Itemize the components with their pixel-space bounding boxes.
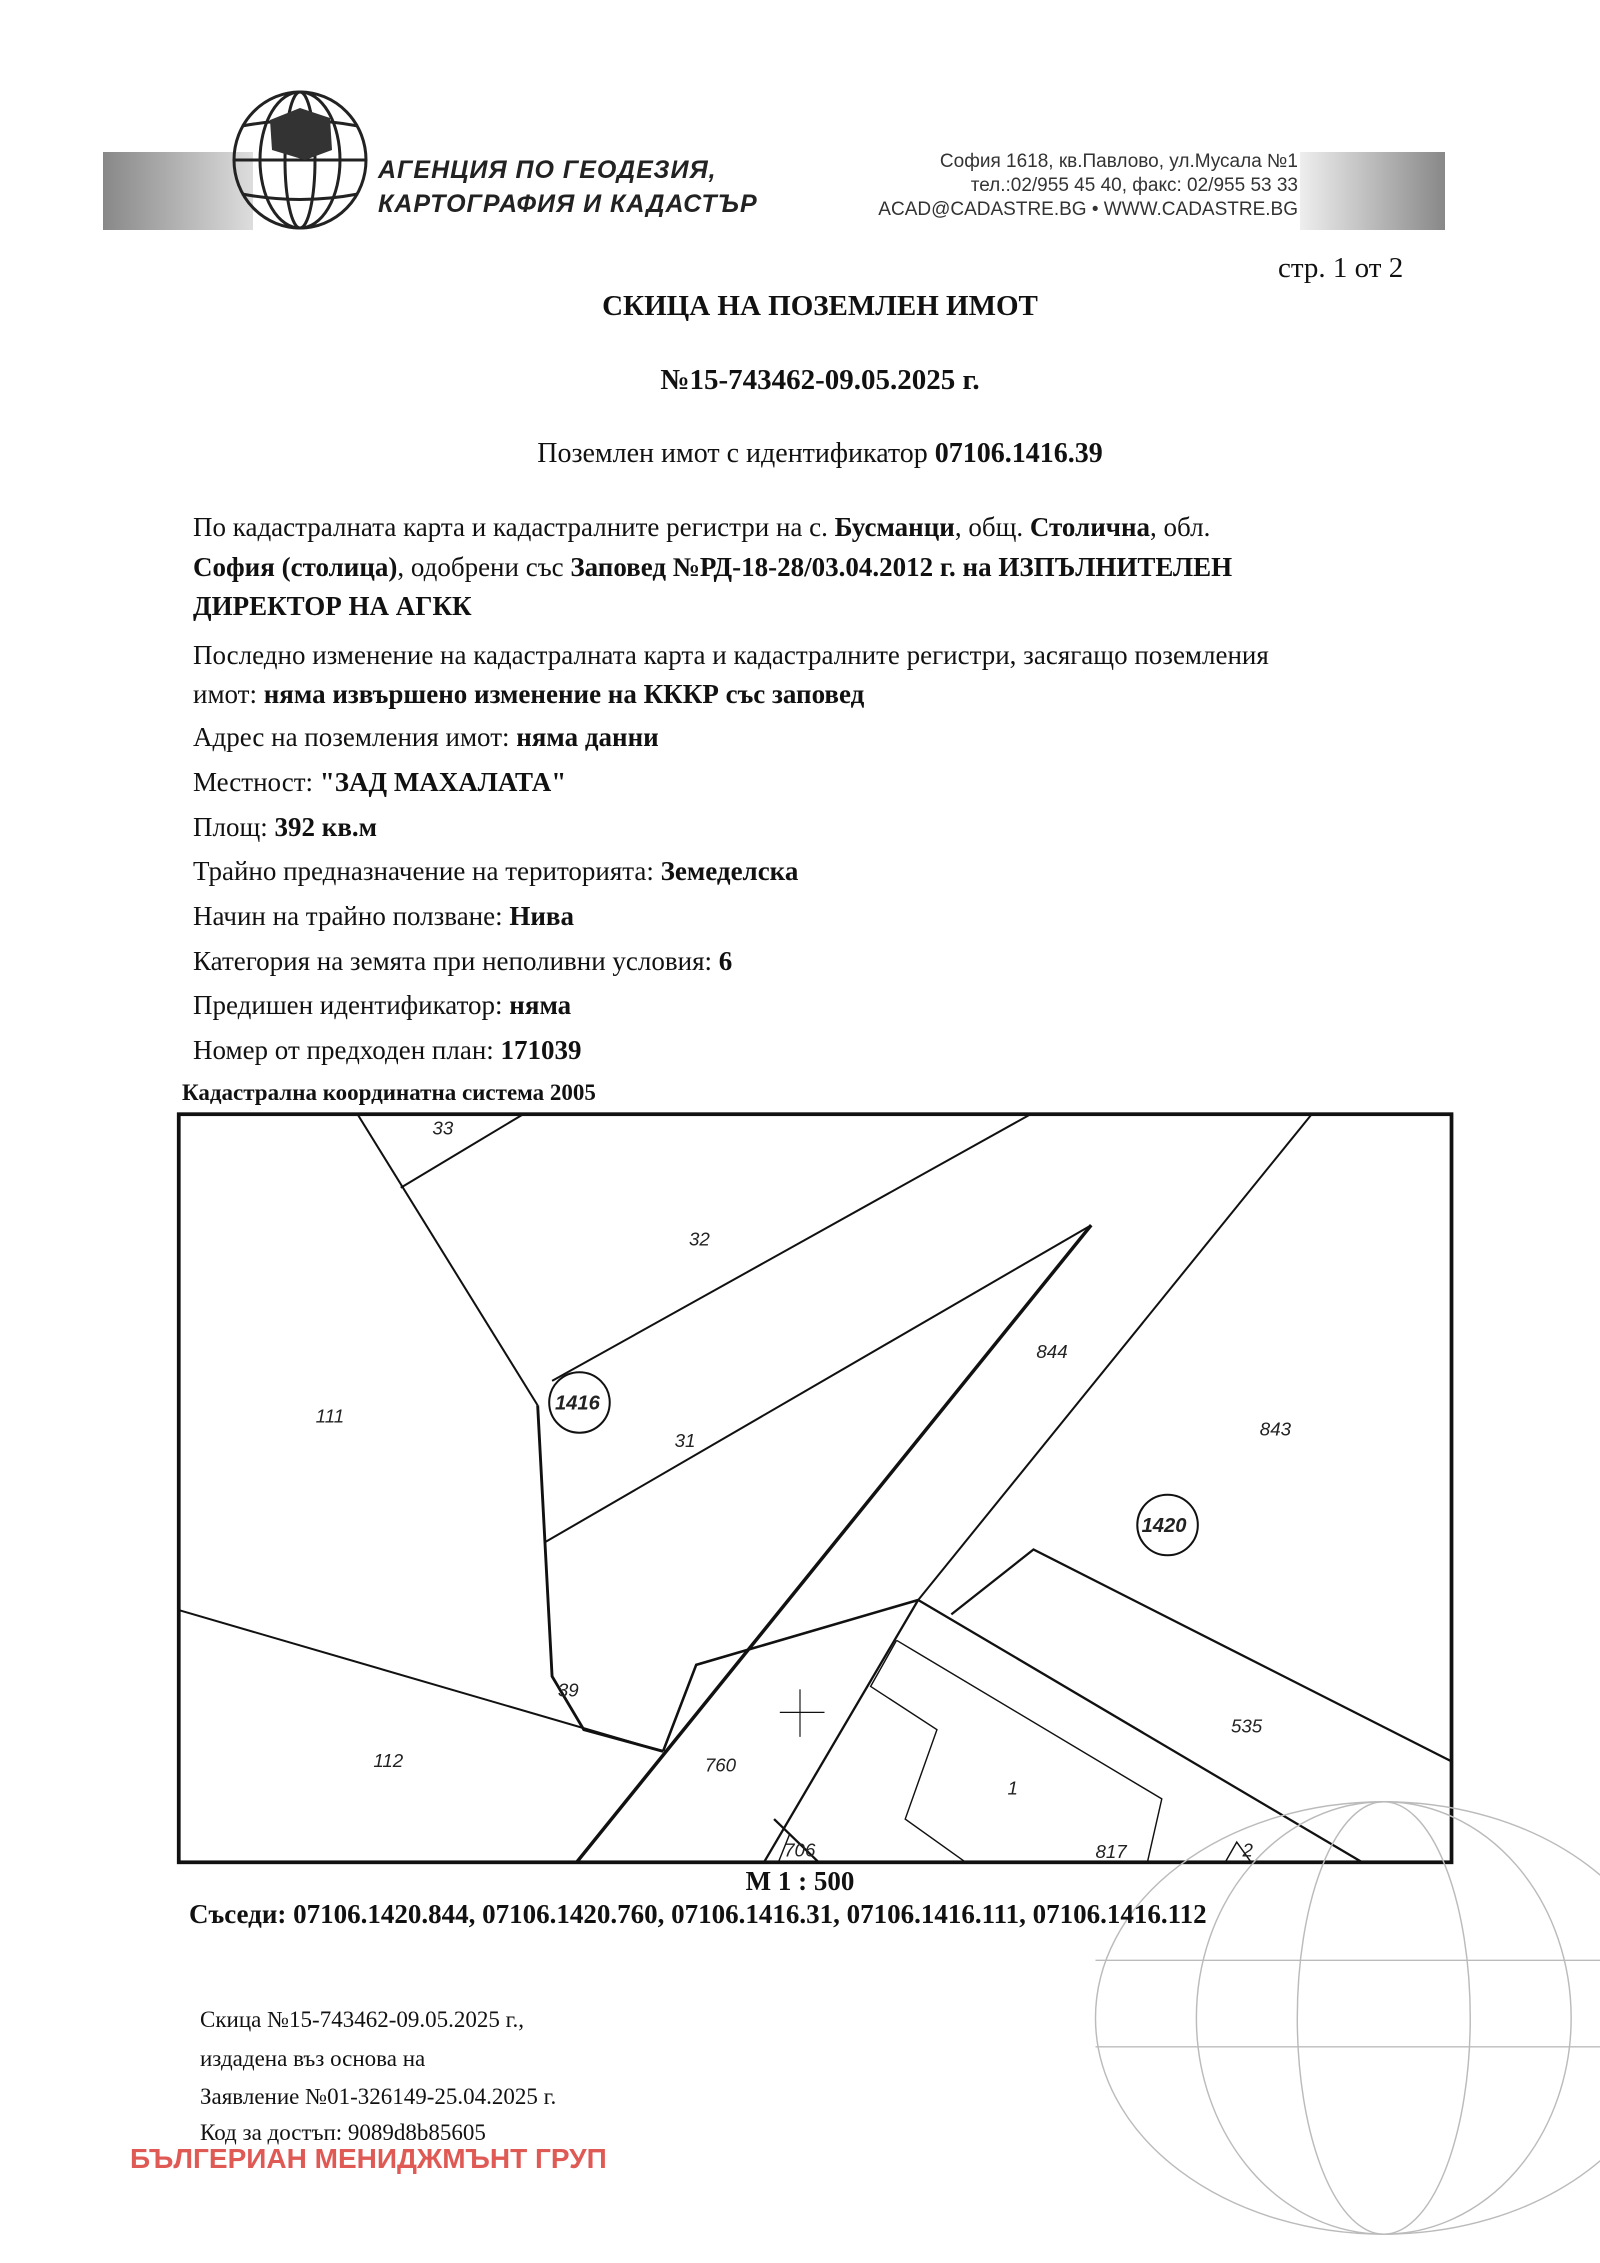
footer-line-2: издадена въз основа на (200, 2046, 426, 2071)
use-row: Начин на трайно ползване: Нива (193, 901, 575, 931)
document-number: №15-743462-09.05.2025 г. (660, 364, 980, 396)
quarter-label-1420: 1420 (1141, 1515, 1187, 1538)
category-row: Категория на земята при неполивни условия: 6 (193, 946, 733, 976)
footer-line-4: Код за достъп: 9089d8b85605 (200, 2120, 486, 2145)
body-line-2: София (столица), одобрени със Заповед №РД-18-28/03.04.2012 г. на ИЗПЪЛНИТЕЛЕН (193, 552, 1233, 582)
parcel-label-39: 39 (557, 1679, 579, 1701)
body-line-3: ДИРЕКТОР НА АГКК (193, 591, 472, 621)
agency-address: София 1618, кв.Павлово, ул.Мусала №1 (939, 151, 1298, 172)
area-row: Площ: 392 кв.м (193, 812, 378, 842)
neighbours-row: Съседи: 07106.1420.844, 07106.1420.760, 07106.1416.31, 07106.1416.111, 07106.1416.112 (189, 1899, 1207, 1929)
document-title: СКИЦА НА ПОЗЕМЛЕН ИМОТ (602, 290, 1038, 322)
map-scale: М 1 : 500 (745, 1866, 855, 1896)
body-line-4: Последно изменение на кадастралната карта и кадастралните регистри, засягащо поземления (193, 640, 1269, 670)
quarter-label-1416: 1416 (554, 1392, 600, 1415)
parcel-label-843: 843 (1259, 1418, 1292, 1440)
body-line-1: По кадастралната карта и кадастралните регистри на с. Бусманци, общ. Столична, обл. (193, 512, 1211, 542)
page-number: стр. 1 от 2 (1278, 252, 1404, 284)
identifier-value: 07106.1416.39 (934, 438, 1103, 469)
locality-row: Местност: "ЗАД МАХАЛАТА" (193, 767, 567, 797)
prev-id-row: Предишен идентификатор: няма (193, 990, 572, 1020)
company-watermark: БЪЛГЕРИАН МЕНИДЖМЪНТ ГРУП (130, 2143, 607, 2174)
parcel-label-33: 33 (432, 1117, 454, 1139)
parcel-boundaries (179, 1114, 1452, 1862)
parcel-label-760: 760 (704, 1754, 737, 1776)
parcel-label-817: 817 (1095, 1840, 1127, 1862)
parcel-label-2: 2 (1242, 1839, 1253, 1861)
parcel-label-32: 32 (689, 1228, 710, 1250)
parcel-label-706: 706 (784, 1839, 816, 1861)
footer-line-3: Заявление №01-326149-25.04.2025 г. (200, 2084, 557, 2109)
address-row: Адрес на поземления имот: няма данни (193, 722, 659, 752)
coord-system: Кадастрална координатна система 2005 (182, 1080, 596, 1105)
parcel-label-112: 112 (373, 1750, 404, 1772)
agency-name-line2: КАРТОГРАФИЯ И КАДАСТЪР (378, 190, 758, 218)
prev-plan-row: Номер от предходен план: 171039 (193, 1035, 582, 1065)
footer-line-1: Скица №15-743462-09.05.2025 г., (200, 2007, 524, 2032)
neighbours-list: 07106.1420.844, 07106.1420.760, 07106.1416.31, 07106.1416.111, 07106.1416.112 (293, 1899, 1207, 1929)
parcel-label-535: 535 (1230, 1715, 1263, 1737)
purpose-row: Трайно предназначение на територията: Земеделска (193, 856, 799, 886)
agency-name-line1: АГЕНЦИЯ ПО ГЕОДЕЗИЯ, (378, 156, 717, 184)
body-line-5: имот: няма извършено изменение на КККР със заповед (193, 679, 865, 709)
agency-web: ACAD@CADASTRE.BG • WWW.CADASTRE.BG (878, 199, 1298, 220)
agency-phone: тел.:02/955 45 40, факс: 02/955 53 33 (970, 175, 1298, 196)
identifier-label: Поземлен имот с идентификатор (537, 438, 935, 469)
parcel-label-1: 1 (1007, 1777, 1018, 1799)
parcel-label-31: 31 (674, 1430, 696, 1452)
parcel-label-844: 844 (1036, 1340, 1068, 1362)
parcel-label-111: 111 (315, 1405, 345, 1427)
